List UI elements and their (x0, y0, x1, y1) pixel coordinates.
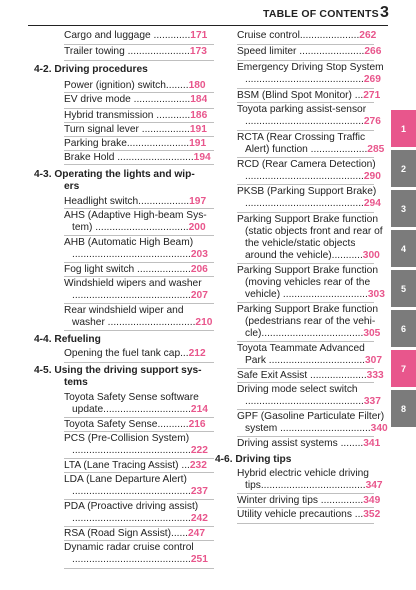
toc-entry-text: Trailer towing ...................... (64, 46, 190, 57)
toc-entry-text: Safe Exit Assist .................... (237, 370, 367, 381)
toc-page-number[interactable]: 203 (190, 249, 208, 260)
toc-page-number[interactable]: 251 (190, 554, 208, 565)
toc-entry (237, 132, 365, 145)
toc-page-number[interactable]: 191 (189, 124, 207, 135)
toc-entry (64, 46, 207, 59)
toc-page-number[interactable]: 276 (363, 116, 381, 127)
chapter-tab-8[interactable]: 8 (391, 390, 416, 427)
toc-entry-text: .......................................... (245, 171, 364, 182)
toc-entry (237, 370, 384, 383)
toc-entry (245, 238, 355, 251)
toc-divider (64, 417, 214, 418)
toc-entry-text: Winter driving tips ............... (237, 495, 364, 506)
toc-entry-text: update............................... (72, 404, 191, 415)
toc-entry-text: (static objects front and rear of (245, 226, 383, 237)
toc-entry (72, 513, 208, 526)
toc-entry-text: .......................................... (72, 290, 191, 301)
toc-entry-text: RCTA (Rear Crossing Traffic (237, 132, 366, 143)
toc-entry (64, 542, 194, 555)
toc-entry-text: Emergency Driving Stop System (237, 62, 384, 73)
toc-divider (64, 164, 214, 165)
toc-entry-text: AHB (Automatic High Beam) (64, 237, 194, 248)
toc-entry-text: tips..................................... (245, 480, 366, 491)
toc-divider (237, 212, 374, 213)
toc-divider (64, 472, 214, 473)
toc-entry (72, 554, 208, 567)
toc-entry-text: Toyota Safety Sense software (64, 392, 199, 403)
toc-entry-text: .......................................... (245, 74, 364, 85)
toc-entry-text: .......................................... (72, 249, 191, 260)
toc-page-number[interactable]: 347 (365, 480, 383, 491)
toc-entry-text: .......................................... (245, 116, 364, 127)
toc-entry-text: Parking Support Brake function (237, 265, 379, 276)
toc-entry (245, 277, 370, 290)
toc-entry-text: around the vehicle)........... (245, 250, 363, 261)
toc-page-number[interactable]: 206 (190, 264, 208, 275)
toc-entry (64, 124, 207, 137)
toc-divider (64, 108, 214, 109)
toc-page-number[interactable]: 242 (190, 513, 208, 524)
toc-entry-text: the vehicle/static objects (245, 238, 356, 249)
toc-page-number[interactable]: 294 (363, 198, 381, 209)
toc-entry (237, 265, 378, 278)
toc-entry (245, 328, 380, 341)
toc-page-number[interactable]: 222 (190, 445, 208, 456)
toc-divider (237, 341, 374, 342)
toc-entry (64, 30, 207, 43)
toc-divider (237, 88, 374, 89)
toc-entry-text: Toyota Safety Sense........... (64, 419, 189, 430)
toc-entry (237, 186, 376, 199)
toc-page-number[interactable]: 337 (363, 396, 381, 407)
toc-entry-text: Windshield wipers and washer (64, 278, 202, 289)
toc-divider (237, 60, 374, 61)
toc-entry (72, 249, 208, 262)
toc-section-heading (34, 169, 195, 182)
toc-entry (64, 501, 198, 514)
chapter-tab-3[interactable]: 3 (391, 190, 416, 227)
toc-entry (237, 46, 381, 59)
toc-page-number[interactable]: 171 (190, 30, 208, 41)
toc-page-number[interactable]: 210 (195, 317, 213, 328)
toc-entry-text: .......................................... (72, 486, 191, 497)
toc-entry (64, 392, 199, 405)
toc-entry (72, 486, 208, 499)
toc-entry-text: Dynamic radar cruise control (64, 542, 194, 553)
toc-entry-text: RCD (Rear Camera Detection) (237, 159, 376, 170)
toc-entry-text: Rear windshield wiper and (64, 305, 184, 316)
toc-page-number[interactable]: 194 (193, 152, 211, 163)
toc-entry (64, 237, 193, 250)
toc-entry-text: .......................................... (245, 396, 364, 407)
toc-entry-text: (pedestrians rear of the vehi- (245, 316, 376, 327)
toc-divider (64, 431, 214, 432)
toc-entry-text: Parking brake...................... (64, 138, 190, 149)
toc-entry (237, 304, 378, 317)
toc-divider (237, 184, 374, 185)
toc-page-number[interactable]: 352 (363, 509, 381, 520)
toc-entry-text: Park .................................. (245, 355, 366, 366)
toc-page-number[interactable]: 333 (366, 370, 384, 381)
toc-divider (64, 568, 214, 569)
toc-page-number[interactable]: 186 (190, 110, 208, 121)
toc-entry-text: Brake Hold ........................... (64, 152, 194, 163)
toc-entry (64, 110, 207, 123)
toc-entry-text: AHS (Adaptive High-beam Sys- (64, 210, 207, 221)
toc-divider (237, 368, 374, 369)
toc-entry (237, 214, 378, 227)
toc-entry (64, 278, 202, 291)
toc-entry (237, 411, 384, 424)
toc-entry-text: Alert) function .................... (245, 144, 368, 155)
toc-entry-text: tem) ................................. (72, 222, 189, 233)
toc-entry-text: GPF (Gasoline Particulate Filter) (237, 411, 385, 422)
toc-entry-text: Parking Support Brake function (237, 214, 379, 225)
toc-entry-text: PCS (Pre-Collision System) (64, 433, 190, 444)
toc-page-number[interactable]: 237 (190, 486, 208, 497)
toc-divider (64, 122, 214, 123)
toc-entry (237, 30, 376, 43)
toc-entry (72, 222, 206, 235)
toc-divider (64, 60, 214, 61)
toc-page-number[interactable]: 349 (363, 495, 381, 506)
toc-page-number[interactable]: 262 (359, 30, 377, 41)
toc-divider (64, 362, 214, 363)
toc-entry (64, 433, 189, 446)
toc-page-number[interactable]: 269 (363, 74, 381, 85)
header-title: TABLE OF CONTENTS (263, 8, 379, 20)
toc-divider (64, 330, 214, 331)
toc-entry-text: Hybrid electric vehicle driving (237, 468, 369, 479)
toc-page-number[interactable]: 214 (190, 404, 208, 415)
chapter-tab-1[interactable]: 1 (391, 110, 416, 147)
chapter-tab-7[interactable]: 7 (391, 350, 416, 387)
toc-entry (64, 305, 183, 318)
toc-entry (64, 264, 208, 277)
toc-page-number[interactable]: 197 (189, 196, 207, 207)
toc-entry (72, 404, 208, 417)
toc-entry-text: (moving vehicles rear of the (245, 277, 371, 288)
toc-entry (72, 290, 208, 303)
toc-entry (245, 226, 383, 239)
toc-divider (64, 92, 214, 93)
toc-entry (64, 460, 207, 473)
toc-divider (237, 382, 374, 383)
toc-entry-text: tems (64, 377, 88, 388)
toc-entry-text: Driving mode select switch (237, 384, 358, 395)
toc-entry-text: Parking Support Brake function (237, 304, 379, 315)
toc-page-number[interactable]: 307 (365, 355, 383, 366)
toc-entry (245, 250, 380, 263)
toc-page-number[interactable]: 305 (363, 328, 381, 339)
toc-entry-text: 4-2. Driving procedures (34, 64, 148, 75)
toc-section-heading (34, 334, 101, 347)
toc-section-heading (64, 181, 79, 194)
toc-entry (245, 289, 385, 302)
toc-page-number[interactable]: 300 (362, 250, 380, 261)
toc-entry-text: ers (64, 181, 80, 192)
toc-entry (64, 474, 187, 487)
toc-entry-text: LTA (Lane Tracing Assist) ... (64, 460, 190, 471)
toc-entry (245, 171, 381, 184)
toc-page-number[interactable]: 232 (189, 460, 207, 471)
toc-entry (64, 138, 206, 151)
toc-entry-text: .......................................... (72, 554, 191, 565)
toc-entry-text: PDA (Proactive driving assist) (64, 501, 199, 512)
toc-entry-text: 4-6. Driving tips (215, 454, 292, 465)
toc-entry-text: Hybrid transmission ............ (64, 110, 191, 121)
toc-entry-text: Fog light switch ................... (64, 264, 191, 275)
toc-divider (237, 409, 374, 410)
toc-page-number[interactable]: 180 (188, 80, 206, 91)
toc-entry-text: washer ............................... (72, 317, 196, 328)
toc-divider (64, 540, 214, 541)
toc-section-heading (64, 377, 88, 390)
toc-entry-text: .......................................... (245, 198, 364, 209)
toc-entry (237, 468, 369, 481)
toc-page-number[interactable]: 290 (363, 171, 381, 182)
toc-entry-text: Driving assist systems ........ (237, 438, 364, 449)
toc-entry (245, 116, 381, 129)
toc-entry (64, 80, 206, 93)
toc-entry (237, 509, 380, 522)
toc-page-number[interactable]: 191 (189, 138, 207, 149)
toc-divider (64, 526, 214, 527)
toc-page-number[interactable]: 303 (367, 289, 385, 300)
toc-entry (245, 396, 381, 409)
toc-entry (245, 423, 388, 436)
toc-entry (245, 144, 384, 157)
toc-page-number[interactable]: 212 (188, 348, 206, 359)
toc-page-number[interactable]: 200 (188, 222, 206, 233)
toc-section-heading (34, 365, 202, 378)
toc-entry (64, 348, 206, 361)
chapter-tab-2[interactable]: 2 (391, 150, 416, 187)
toc-entry-text: Utility vehicle precautions ... (237, 509, 364, 520)
toc-entry (72, 445, 208, 458)
toc-divider (64, 136, 214, 137)
header-rule (28, 25, 388, 26)
toc-entry (64, 196, 206, 209)
toc-entry-text: Opening the fuel tank cap... (64, 348, 189, 359)
toc-page-number[interactable]: 340 (370, 423, 388, 434)
toc-divider (237, 302, 374, 303)
toc-page-number[interactable]: 184 (190, 94, 208, 105)
toc-entry (245, 74, 381, 87)
toc-entry-text: .......................................... (72, 445, 191, 456)
chapter-tab-5[interactable]: 5 (391, 270, 416, 307)
toc-divider (237, 102, 374, 103)
toc-entry-text: vehicle) .............................. (245, 289, 368, 300)
toc-divider (237, 44, 374, 45)
toc-page-number[interactable]: 285 (367, 144, 385, 155)
toc-entry-text: Power (ignition) switch........ (64, 80, 189, 91)
toc-entry-text: EV drive mode .................... (64, 94, 191, 105)
toc-entry-text: Toyota Teammate Advanced (237, 343, 365, 354)
toc-entry (245, 355, 382, 368)
toc-entry-text: Headlight switch.................. (64, 196, 190, 207)
page-number: 3 (380, 4, 389, 21)
toc-entry-text: Cruise control..................... (237, 30, 360, 41)
toc-entry (245, 198, 381, 211)
toc-entry (237, 104, 366, 117)
toc-divider (64, 235, 214, 236)
toc-page-number[interactable]: 173 (189, 46, 207, 57)
toc-entry (64, 419, 206, 432)
toc-entry (245, 480, 383, 493)
toc-entry-text: 4-4. Refueling (34, 334, 101, 345)
toc-divider (64, 458, 214, 459)
toc-entry-text: Speed limiter ....................... (237, 46, 365, 57)
toc-divider (237, 263, 374, 264)
toc-entry-text: 4-3. Operating the lights and wip- (34, 169, 195, 180)
toc-divider (64, 262, 214, 263)
toc-divider (237, 157, 374, 158)
toc-divider (64, 150, 214, 151)
chapter-tabs (391, 110, 416, 430)
toc-divider (64, 499, 214, 500)
toc-page-number[interactable]: 266 (364, 46, 382, 57)
toc-entry (64, 210, 207, 223)
toc-entry (64, 528, 205, 541)
toc-entry-text: LDA (Lane Departure Alert) (64, 474, 187, 485)
toc-divider (237, 507, 374, 508)
toc-entry (64, 94, 207, 107)
toc-entry (245, 316, 375, 329)
toc-entry (237, 159, 376, 172)
toc-entry (237, 62, 384, 75)
toc-entry (237, 495, 380, 508)
toc-page-number[interactable]: 271 (363, 90, 381, 101)
toc-divider (64, 208, 214, 209)
toc-divider (237, 436, 374, 437)
toc-section-heading (215, 454, 291, 467)
toc-page-number[interactable]: 341 (363, 438, 381, 449)
toc-page-number[interactable]: 247 (188, 528, 205, 539)
toc-divider (237, 523, 374, 524)
toc-divider (64, 303, 214, 304)
toc-section-heading (34, 64, 148, 77)
toc-entry (237, 438, 380, 451)
toc-entry (237, 343, 365, 356)
toc-entry-text: Cargo and luggage ............. (64, 30, 191, 41)
chapter-tab-6[interactable]: 6 (391, 310, 416, 347)
toc-entry (72, 317, 212, 330)
toc-entry-text: PKSB (Parking Support Brake) (237, 186, 377, 197)
toc-entry-text: .......................................... (72, 513, 191, 524)
toc-entry-text: system ................................ (245, 423, 371, 434)
toc-divider (237, 493, 374, 494)
toc-entry-text: RSA (Road Sign Assist)...... (64, 528, 188, 539)
toc-divider (64, 44, 214, 45)
toc-entry-text: cle).................................... (245, 328, 364, 339)
toc-divider (237, 130, 374, 131)
toc-entry-text: BSM (Blind Spot Monitor) ... (237, 90, 364, 101)
toc-entry (64, 152, 211, 165)
toc-entry-text: Turn signal lever ................. (64, 124, 190, 135)
toc-page-number[interactable]: 216 (188, 419, 206, 430)
toc-entry (237, 90, 380, 103)
toc-divider (64, 276, 214, 277)
toc-entry-text: 4-5. Using the driving support sys- (34, 365, 202, 376)
toc-page-number[interactable]: 207 (190, 290, 208, 301)
toc-entry (237, 384, 358, 397)
toc-entry-text: Toyota parking assist-sensor (237, 104, 367, 115)
chapter-tab-4[interactable]: 4 (391, 230, 416, 267)
